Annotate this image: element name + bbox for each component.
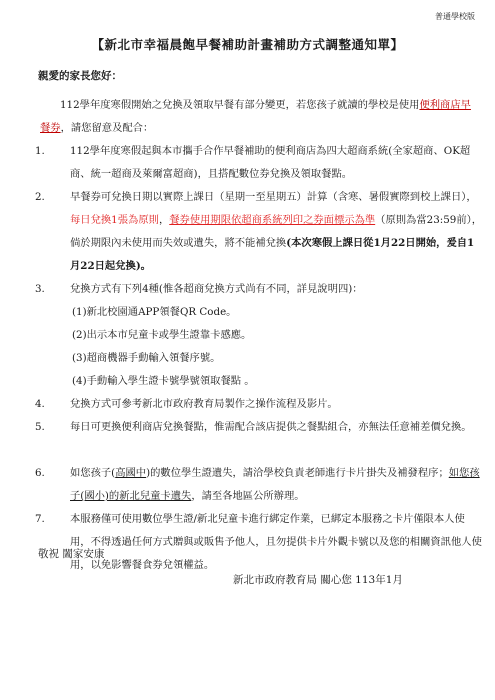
intro-text-post: ，請您留意及配合： bbox=[60, 122, 154, 134]
list-item-3 bbox=[35, 278, 483, 393]
item-text: 每日可更換便利商店兌換餐點，惟需配合該店提供之餐點組合，亦無法任意補差價兌換。 bbox=[70, 421, 472, 433]
bold-start-date-note: (本次寒假上課日從1月22日開始，爰自1月22日起兌換)。 bbox=[70, 237, 475, 272]
item-text-a: 如您孩子( bbox=[70, 467, 116, 479]
intro-text-pre: 112學年度寒假開始之兌換及領取早餐有部分變更，若您孩子就讀的學校是使用 bbox=[60, 99, 420, 111]
item-text-mid: ， bbox=[158, 214, 170, 226]
item-number: 5. bbox=[35, 421, 45, 433]
item-text bbox=[70, 462, 483, 508]
list-item-1 bbox=[35, 140, 483, 186]
page-title: 【新北市幸福晨飽早餐補助計畫補助方式調整通知單】 bbox=[91, 37, 404, 52]
item-text-e: ，請至各地區公所辦理。 bbox=[191, 490, 305, 502]
list-item-7 bbox=[35, 508, 483, 577]
item-text-pre: 早餐券可兌換日期以實際上課日（星期一至星期五）計算（含寒、暑假實際到校上課日）， bbox=[70, 191, 477, 203]
version-label: 普通學校版 bbox=[435, 12, 475, 21]
list-item-6 bbox=[35, 462, 483, 508]
highlight-expiry-rule: 餐券使用期限依超商系統列印之券面標示為準 bbox=[169, 214, 376, 226]
sub-item-3: (3)超商機器手動輸入領餐序號。 bbox=[72, 352, 221, 364]
item-text: 兌換方式可參考新北市政府教育局製作之操作流程及影片。 bbox=[70, 398, 338, 410]
item-text: 本服務僅可使用數位學生證/新北兒童卡進行綁定作業，已綁定本服務之卡片僅限本人使用，不得透過任何方式贈與或販售予他人，且勿提供卡片外觀卡號以及您的相關資訊他人使用，以免影響餐食券兌領權益。 bbox=[70, 513, 482, 571]
signature-line: 新北市政府教育局 關心您 113年1月 bbox=[233, 574, 403, 586]
item-number: 1. bbox=[35, 145, 45, 157]
underlined-child-card-lost: 如您孩子(國小)的新北兒童卡遺失 bbox=[70, 467, 480, 502]
item-text bbox=[70, 278, 483, 393]
item-text-post: （原則為當23:59前），倘於期限內未使用而失效或遺失，將不能補兌換 bbox=[70, 214, 483, 249]
intro-paragraph bbox=[40, 94, 480, 140]
item-number: 6. bbox=[35, 467, 45, 479]
highlight-daily-limit: 每日兌換1張為原則 bbox=[70, 214, 159, 226]
item-number: 3. bbox=[35, 283, 45, 295]
item-number: 4. bbox=[35, 398, 45, 410]
sub-item-4: (4)手動輸入學生證卡號學號領取餐點 。 bbox=[72, 375, 255, 387]
item-text bbox=[70, 186, 483, 278]
sub-item-2: (2)出示本市兒童卡或學生證靠卡感應。 bbox=[72, 329, 252, 341]
item-text-main: 兌換方式有下列4種(惟各超商兌換方式尚有不同，詳見說明四)： bbox=[70, 283, 363, 295]
convenience-store-voucher-link: 便利商店早餐券 bbox=[40, 99, 471, 134]
item-text: 112學年度寒假起與本市攜手合作早餐補助的便利商店為四大超商系統(全家超商、OK超商、統一超商及萊爾富超商)，且搭配數位券兌換及領取餐點。 bbox=[70, 145, 471, 180]
closing-line: 敬祝 闔家安康 bbox=[38, 548, 105, 560]
list-item-2 bbox=[35, 186, 483, 278]
item-number: 2. bbox=[35, 191, 45, 203]
underlined-school-level: 高國中 bbox=[115, 467, 147, 479]
item-text-c: )的數位學生證遺失，請洽學校負責老師進行卡片掛失及補發程序； bbox=[146, 467, 449, 479]
sub-item-1: (1)新北校園通APP領餐QR Code。 bbox=[72, 306, 237, 318]
item-number: 7. bbox=[35, 513, 45, 525]
list-item-4 bbox=[35, 393, 483, 416]
list-item-5 bbox=[35, 416, 483, 439]
greeting: 親愛的家長您好： bbox=[38, 70, 122, 82]
